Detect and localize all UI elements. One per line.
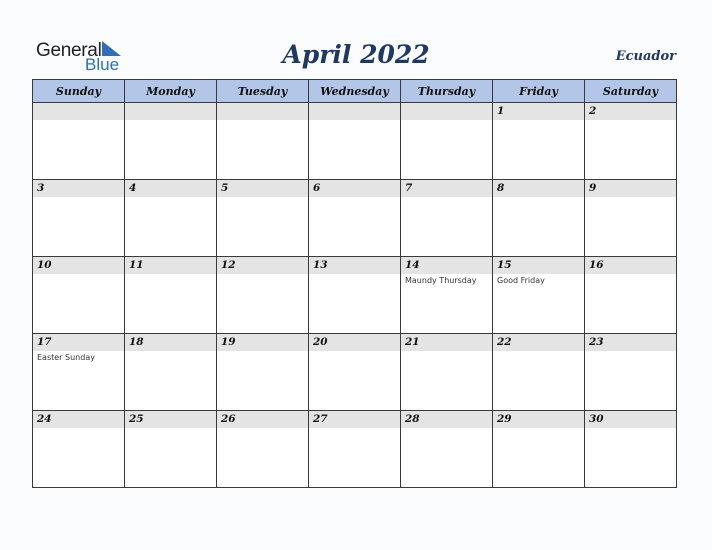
day-cell (401, 103, 493, 180)
day-number: 18 (129, 336, 144, 348)
day-number: 11 (129, 259, 144, 271)
day-number-bar (309, 103, 400, 120)
day-number: 22 (497, 336, 512, 348)
day-cell (125, 334, 217, 411)
day-number: 30 (589, 413, 604, 425)
day-cell (309, 180, 401, 257)
day-number: 14 (405, 259, 420, 271)
day-number-bar (125, 103, 216, 120)
day-cell (401, 334, 493, 411)
day-cell (309, 334, 401, 411)
day-cell (401, 257, 493, 334)
day-cell (309, 257, 401, 334)
day-number-bar (493, 257, 584, 274)
day-cell (125, 180, 217, 257)
day-number: 2 (589, 105, 597, 117)
day-cell (401, 180, 493, 257)
day-cell (309, 411, 401, 488)
day-number-bar (493, 334, 584, 351)
week-row (33, 180, 677, 257)
day-number-bar (585, 257, 676, 274)
logo-general-text: General (36, 40, 102, 61)
country-label: Ecuador (615, 49, 676, 64)
day-number: 17 (37, 336, 52, 348)
holiday-label: Easter Sunday (37, 353, 95, 362)
day-number-bar (401, 334, 492, 351)
month-calendar (32, 79, 677, 488)
day-number-bar (125, 334, 216, 351)
day-number-bar (217, 257, 308, 274)
weekday-tuesday: Tuesday (217, 80, 309, 103)
day-number: 8 (497, 182, 505, 194)
day-number: 3 (37, 182, 45, 194)
day-cell (585, 180, 677, 257)
week-row (33, 103, 677, 180)
day-number-bar (125, 180, 216, 197)
day-number: 15 (497, 259, 512, 271)
weekday-saturday: Saturday (585, 80, 677, 103)
day-number: 20 (313, 336, 328, 348)
day-number-bar (585, 334, 676, 351)
day-cell (125, 411, 217, 488)
day-number-bar (33, 180, 124, 197)
logo-blue-text: Blue (85, 55, 120, 74)
day-cell (217, 411, 309, 488)
day-number: 9 (589, 182, 597, 194)
day-cell (401, 411, 493, 488)
day-number: 24 (37, 413, 52, 425)
day-cell (33, 180, 125, 257)
day-number-bar (401, 103, 492, 120)
day-number-bar (585, 411, 676, 428)
day-number-bar (125, 257, 216, 274)
week-row (33, 257, 677, 334)
day-cell (217, 257, 309, 334)
day-cell (125, 103, 217, 180)
day-number-bar (401, 180, 492, 197)
day-number-bar (401, 411, 492, 428)
day-number-bar (217, 103, 308, 120)
day-cell (493, 411, 585, 488)
day-cell (217, 103, 309, 180)
day-number: 12 (221, 259, 236, 271)
day-number-bar (309, 180, 400, 197)
day-number: 7 (405, 182, 413, 194)
day-cell (33, 334, 125, 411)
week-row (33, 411, 677, 488)
day-cell (493, 257, 585, 334)
day-number: 27 (313, 413, 328, 425)
day-cell (493, 180, 585, 257)
day-cell (217, 334, 309, 411)
day-cell (309, 103, 401, 180)
weekday-friday: Friday (493, 80, 585, 103)
day-number-bar (33, 411, 124, 428)
day-number: 25 (129, 413, 144, 425)
day-number-bar (309, 411, 400, 428)
day-cell (493, 334, 585, 411)
day-number-bar (33, 257, 124, 274)
day-cell (493, 103, 585, 180)
day-number: 1 (497, 105, 505, 117)
weekday-header-row (33, 80, 677, 103)
day-number: 6 (313, 182, 321, 194)
calendar-body (33, 103, 677, 488)
day-cell (585, 103, 677, 180)
day-number: 10 (37, 259, 52, 271)
page-title: April 2022 (282, 40, 430, 69)
day-number: 26 (221, 413, 236, 425)
day-number: 21 (405, 336, 420, 348)
day-number-bar (33, 103, 124, 120)
day-number-bar (493, 411, 584, 428)
day-number: 13 (313, 259, 328, 271)
holiday-label: Maundy Thursday (405, 276, 477, 285)
day-number-bar (309, 334, 400, 351)
day-number-bar (33, 334, 124, 351)
day-number: 4 (129, 182, 137, 194)
weekday-thursday: Thursday (401, 80, 493, 103)
day-number-bar (585, 103, 676, 120)
weekday-wednesday: Wednesday (309, 80, 401, 103)
day-number: 23 (589, 336, 604, 348)
day-number-bar (125, 411, 216, 428)
day-number-bar (493, 103, 584, 120)
day-cell (585, 257, 677, 334)
day-number-bar (217, 334, 308, 351)
day-number-bar (493, 180, 584, 197)
day-cell (33, 411, 125, 488)
day-number-bar (309, 257, 400, 274)
day-cell (125, 257, 217, 334)
day-number: 28 (405, 413, 420, 425)
day-number-bar (217, 411, 308, 428)
holiday-label: Good Friday (497, 276, 545, 285)
day-cell (33, 103, 125, 180)
day-number-bar (217, 180, 308, 197)
day-cell (33, 257, 125, 334)
day-cell (585, 334, 677, 411)
day-cell (585, 411, 677, 488)
week-row (33, 334, 677, 411)
weekday-monday: Monday (125, 80, 217, 103)
weekday-sunday: Sunday (33, 80, 125, 103)
day-number-bar (585, 180, 676, 197)
day-cell (217, 180, 309, 257)
day-number: 19 (221, 336, 236, 348)
day-number-bar (401, 257, 492, 274)
day-number: 5 (221, 182, 229, 194)
day-number: 29 (497, 413, 512, 425)
day-number: 16 (589, 259, 604, 271)
